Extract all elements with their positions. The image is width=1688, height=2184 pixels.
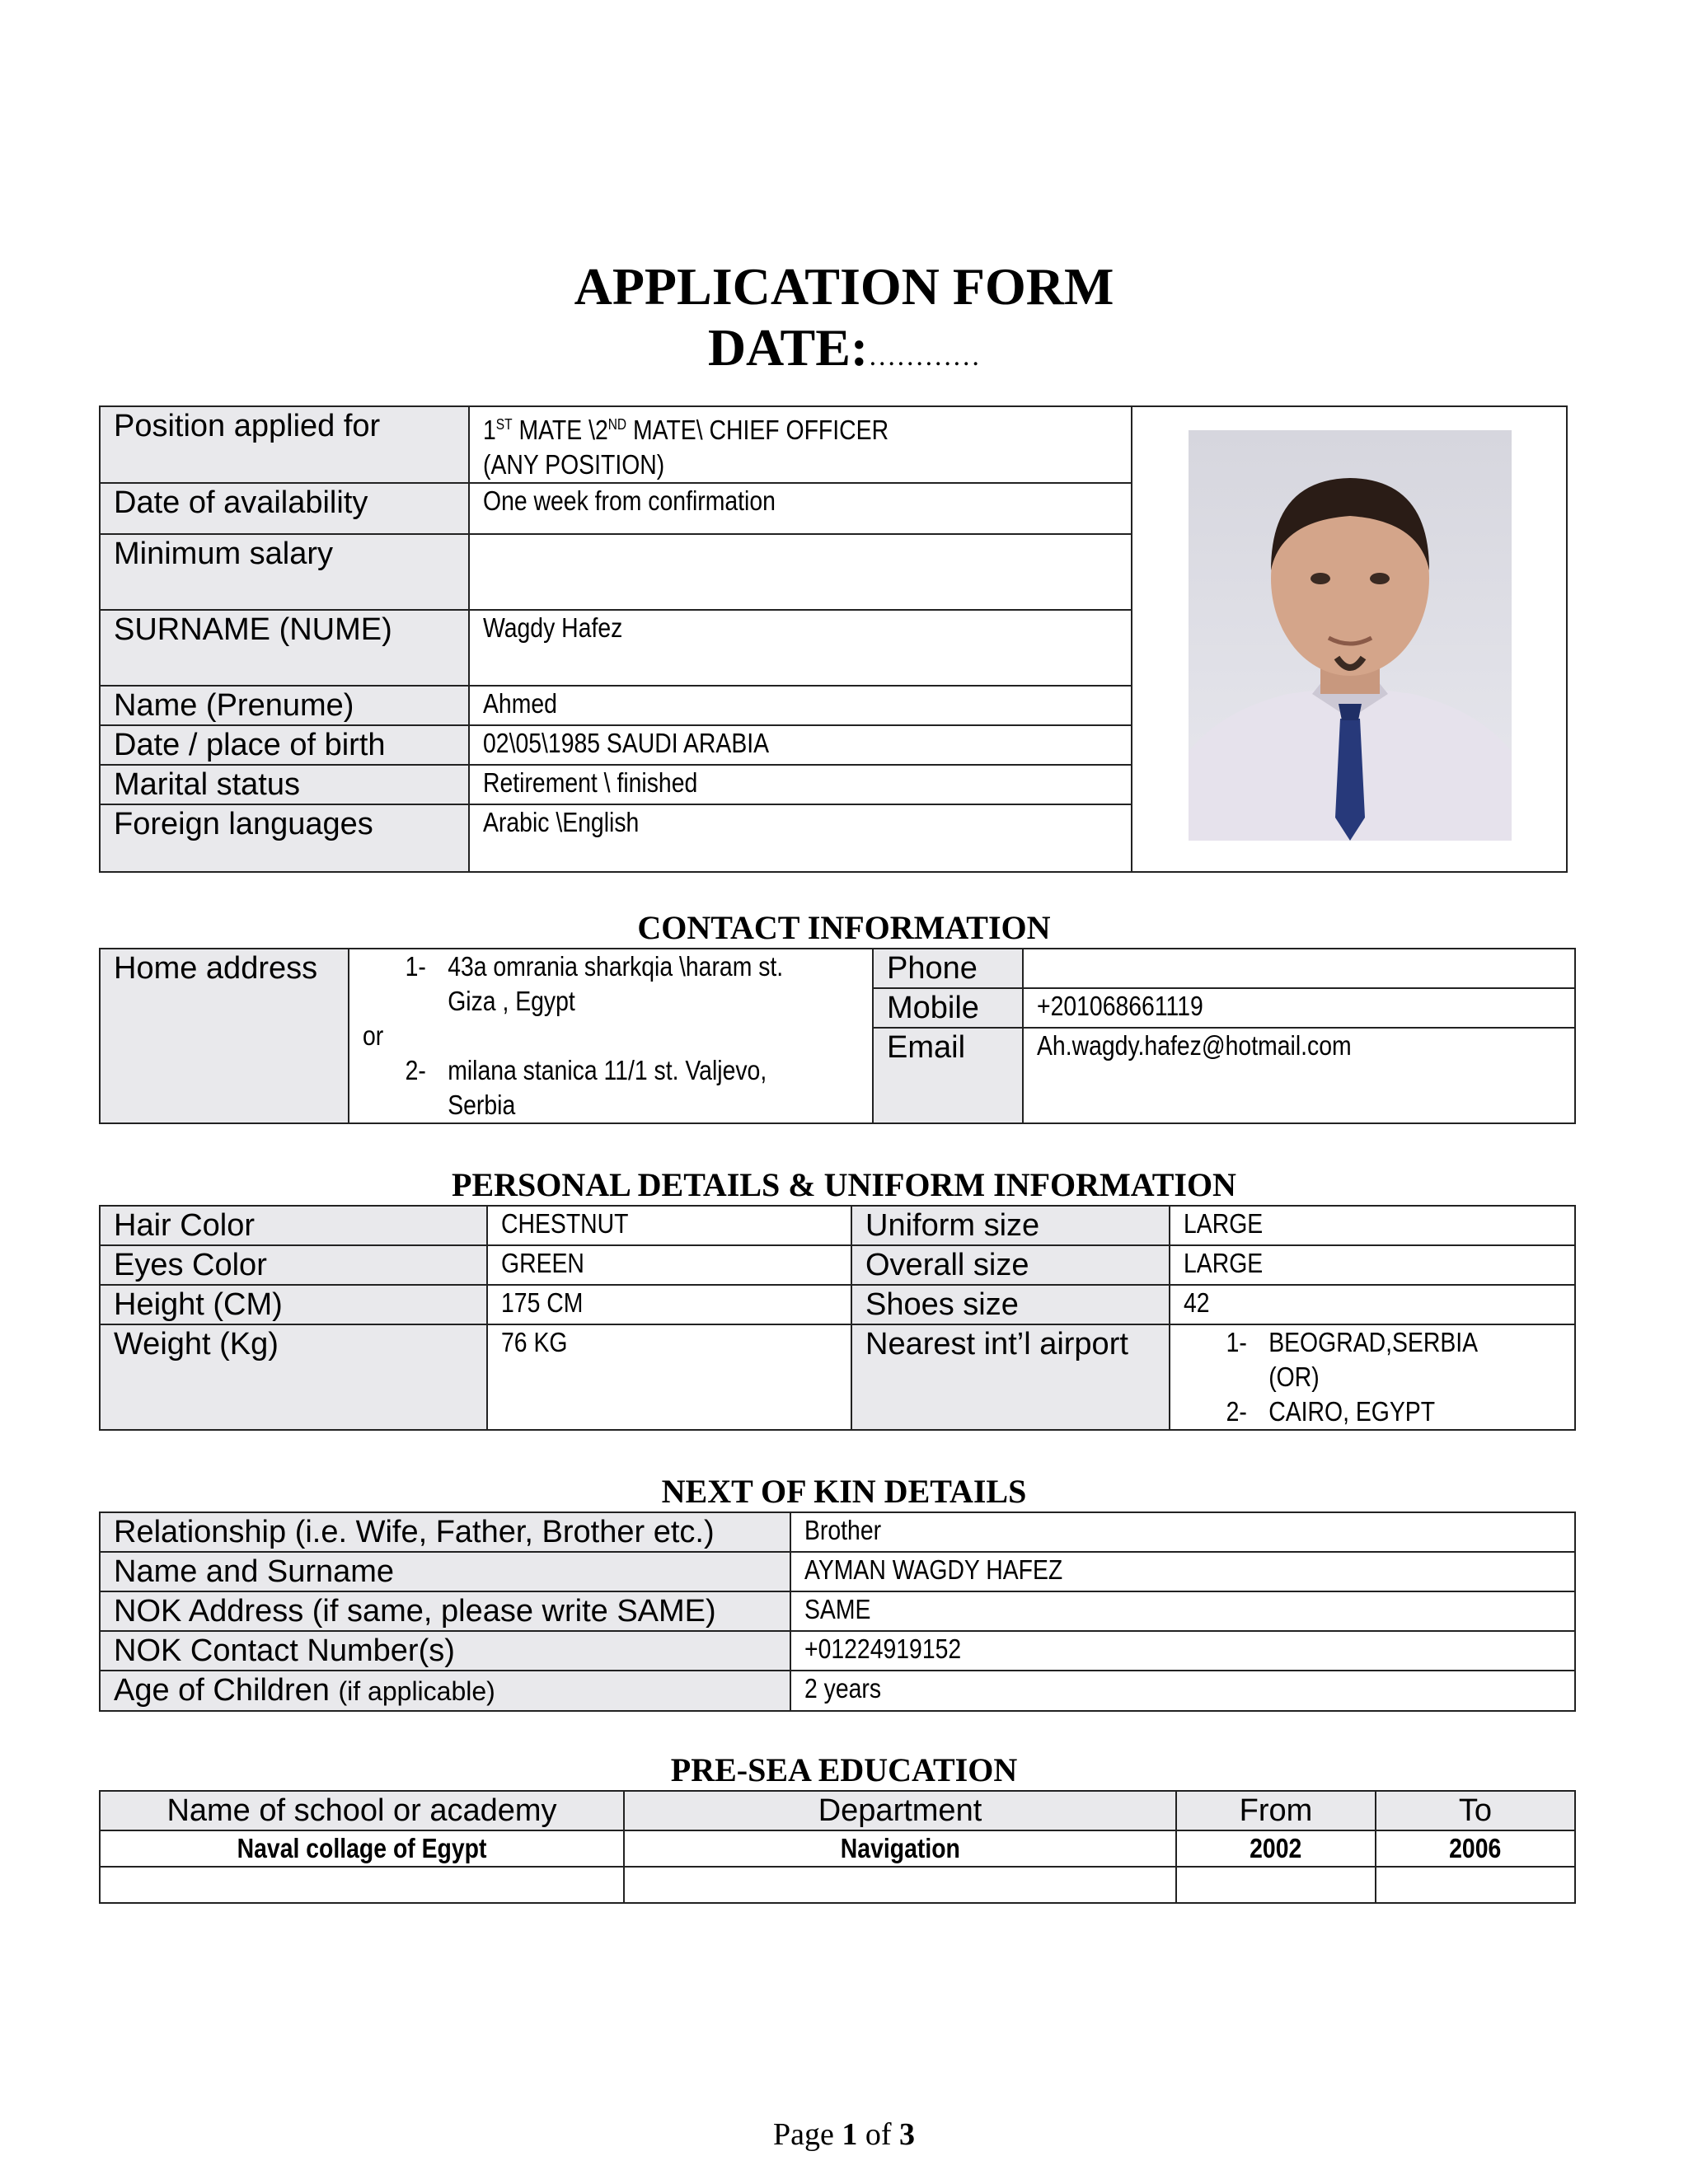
surname-label: SURNAME (NUME) [100, 610, 469, 686]
languages-value: Arabic \English [469, 804, 1132, 872]
nok-children-label: Age of Children (if applicable) [100, 1671, 790, 1711]
nok-children-value: 2 years [790, 1671, 1575, 1711]
edu-empty-cell [100, 1867, 624, 1903]
form-title: APPLICATION FORM [574, 257, 1114, 316]
edu-header-school: Name of school or academy [100, 1791, 624, 1830]
personal-heading: PERSONAL DETAILS & UNIFORM INFORMATION [452, 1166, 1236, 1203]
hair-value: CHESTNUT [487, 1206, 851, 1245]
name-value: Ahmed [469, 686, 1132, 725]
shoes-value: 42 [1170, 1285, 1575, 1324]
airport-label: Nearest int’l airport [851, 1324, 1170, 1430]
home-address-label: Home address [100, 949, 349, 1123]
page-footer: Page 1 of 3 [772, 2117, 916, 2152]
nok-relationship-value: Brother [790, 1512, 1575, 1552]
education-heading: PRE-SEA EDUCATION [670, 1751, 1018, 1788]
phone-value [1023, 949, 1575, 988]
nok-contact-label: NOK Contact Number(s) [100, 1631, 790, 1671]
personal-table [99, 1205, 1576, 1431]
email-value[interactable]: Ah.wagdy.hafez@hotmail.com [1023, 1028, 1575, 1123]
contact-table [99, 948, 1576, 1124]
availability-value: One week from confirmation [469, 483, 1132, 534]
hair-label: Hair Color [100, 1206, 487, 1245]
contact-heading: CONTACT INFORMATION [637, 909, 1051, 946]
uniform-label: Uniform size [851, 1206, 1170, 1245]
nok-name-label: Name and Surname [100, 1552, 790, 1591]
mobile-label: Mobile [873, 988, 1023, 1028]
email-label: Email [873, 1028, 1023, 1123]
weight-value: 76 KG [487, 1324, 851, 1430]
phone-label: Phone [873, 949, 1023, 988]
nok-relationship-label: Relationship (i.e. Wife, Father, Brother etc.) [100, 1512, 790, 1552]
edu-empty-cell [1376, 1867, 1575, 1903]
overall-label: Overall size [851, 1245, 1170, 1285]
applicant-photo [1189, 430, 1512, 841]
date-value: ………… [868, 341, 981, 372]
photo-cell [1132, 406, 1567, 872]
nok-contact-value: +01224919152 [790, 1631, 1575, 1671]
marital-value: Retirement \ finished [469, 765, 1132, 804]
shoes-label: Shoes size [851, 1285, 1170, 1324]
salary-value [469, 534, 1132, 610]
surname-value: Wagdy Hafez [469, 610, 1132, 686]
languages-label: Foreign languages [100, 804, 469, 872]
nok-heading: NEXT OF KIN DETAILS [661, 1473, 1027, 1510]
mobile-value: +201068661119 [1023, 988, 1575, 1028]
name-label: Name (Prenume) [100, 686, 469, 725]
edu-from: 2002 [1176, 1830, 1376, 1867]
education-table [99, 1790, 1576, 1904]
edu-school: Naval collage of Egypt [100, 1830, 624, 1867]
edu-header-department: Department [624, 1791, 1176, 1830]
applicant-table [99, 405, 1568, 873]
birth-value: 02\05\1985 SAUDI ARABIA [469, 725, 1132, 765]
marital-label: Marital status [100, 765, 469, 804]
weight-label: Weight (Kg) [100, 1324, 487, 1430]
position-value: 1ST MATE \2ND MATE\ CHIEF OFFICER (ANY POSITION) [469, 406, 1132, 483]
home-address-value: 1- 43a omrania sharkqia \haram st. Giza , Egypt or 2- milana stanica 11/1 st. Valjevo, Serbia [349, 949, 873, 1123]
edu-header-to: To [1376, 1791, 1575, 1830]
eyes-label: Eyes Color [100, 1245, 487, 1285]
nok-address-value: SAME [790, 1591, 1575, 1631]
nok-table [99, 1511, 1576, 1712]
height-value: 175 CM [487, 1285, 851, 1324]
edu-empty-cell [624, 1867, 1176, 1903]
edu-header-from: From [1176, 1791, 1376, 1830]
nok-address-label: NOK Address (if same, please write SAME) [100, 1591, 790, 1631]
edu-to: 2006 [1376, 1830, 1575, 1867]
position-label: Position applied for [100, 406, 469, 483]
availability-label: Date of availability [100, 483, 469, 534]
form-date [0, 318, 1688, 377]
uniform-value: LARGE [1170, 1206, 1575, 1245]
nok-name-value: AYMAN WAGDY HAFEZ [790, 1552, 1575, 1591]
eyes-value: GREEN [487, 1245, 851, 1285]
birth-label: Date / place of birth [100, 725, 469, 765]
edu-empty-cell [1176, 1867, 1376, 1903]
edu-department: Navigation [624, 1830, 1176, 1867]
height-label: Height (CM) [100, 1285, 487, 1324]
overall-value: LARGE [1170, 1245, 1575, 1285]
salary-label: Minimum salary [100, 534, 469, 610]
airport-value: 1- BEOGRAD,SERBIA (OR) 2- CAIRO, EGYPT [1170, 1324, 1575, 1430]
date-label: DATE: [707, 318, 869, 377]
